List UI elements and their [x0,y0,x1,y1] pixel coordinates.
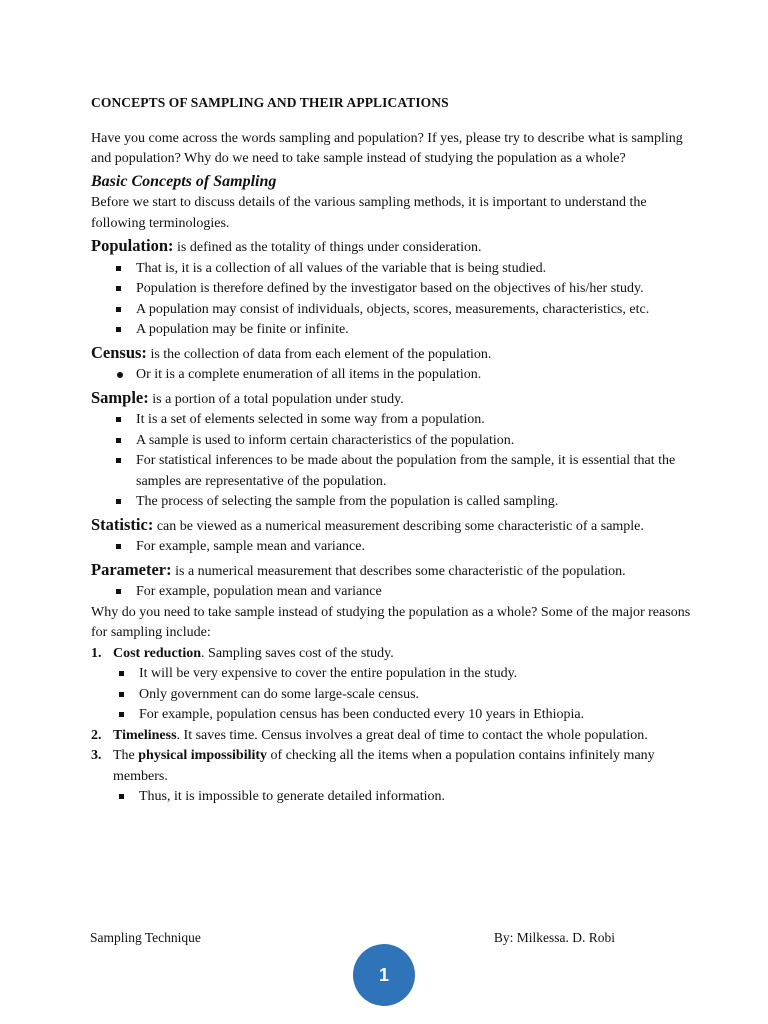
statistic-definition-text: can be viewed as a numerical measurement describing some characteristic of a sample. [153,518,644,534]
page-number-badge: 1 [353,944,415,1006]
population-bullets [116,259,691,341]
intro-paragraph: Have you come across the words sampling and population? If yes, please try to describe what is sampling and population? Why do we need to take sample instead of studying the population as a whole? [91,130,683,166]
reason-number: 2. [91,727,102,743]
statistic-term: Statistic: [91,514,154,534]
list-item: Population is therefore defined by the investigator based on the objectives of his/her study. [116,279,691,300]
sample-definition-text: is a portion of a total population under study. [148,391,404,407]
list-item: For statistical inferences to be made about the population from the sample, it is essential that the samples are representative of the population. [116,451,691,492]
census-bullets [117,365,691,386]
parameter-term: Parameter: [91,559,172,579]
cost-reduction-bullets [119,664,691,726]
reason-number: 3. [91,748,102,763]
reason-prefix: The [113,748,139,763]
list-item: It will be very expensive to cover the entire population in the study. [119,664,691,685]
list-item: Thus, it is impossible to generate detailed information. [119,787,691,808]
list-item: It is a set of elements selected in some way from a population. [116,410,691,431]
statistic-bullets [116,537,691,558]
list-item: Only government can do some large-scale census. [119,685,691,706]
document-title: CONCEPTS OF SAMPLING AND THEIR APPLICATIONS [91,95,449,110]
reasons-intro: Why do you need to take sample instead of studying the population as a whole? Some of the major reasons for sampling include: [91,604,691,640]
list-item: For example, population census has been conducted every 10 years in Ethiopia. [119,705,691,726]
reason-title: Timeliness [113,727,177,743]
reason-text: . It saves time. Census involves a great deal of time to contact the whole population. [176,727,648,743]
list-item: For example, sample mean and variance. [116,537,691,558]
page-footer [90,928,615,949]
reason-number: 1. [91,645,102,661]
census-term: Census: [91,342,147,362]
footer-left: Sampling Technique [90,930,201,945]
basic-concepts-heading: Basic Concepts of Sampling [91,172,277,190]
reason-cost-reduction [91,644,691,665]
list-item: A population may consist of individuals, objects, scores, measurements, characteristics, etc. [116,300,691,321]
sample-bullets [116,410,691,513]
parameter-bullets [116,582,691,603]
reason-title: Cost reduction [113,645,202,661]
sample-term: Sample: [91,387,149,407]
population-term: Population: [91,236,174,255]
reason-physical-impossibility [91,746,691,787]
population-definition [91,236,691,259]
document-page [91,93,691,808]
list-item: That is, it is a collection of all values of the variable that is being studied. [116,259,691,280]
list-item: A population may be finite or infinite. [116,320,691,341]
statistic-definition [91,515,691,538]
reason-text: . Sampling saves cost of the study. [201,645,394,661]
reason-title: physical impossibility [138,748,268,763]
census-definition-text: is the collection of data from each element of the population. [146,346,492,362]
list-item: Or it is a complete enumeration of all items in the population. [117,365,691,386]
list-item: A sample is used to inform certain characteristics of the population. [116,431,691,452]
reason-timeliness [91,726,691,747]
list-item: For example, population mean and variance [116,582,691,603]
sample-definition [91,388,691,411]
census-definition [91,343,691,366]
list-item: The process of selecting the sample from the population is called sampling. [116,492,691,513]
parameter-definition-text: is a numerical measurement that describes some characteristic of the population. [171,563,626,579]
reason-text: of checking all the items when a population contains infinitely many members. [113,748,655,784]
physical-impossibility-bullets [119,787,691,808]
basic-concepts-intro: Before we start to discuss details of the various sampling methods, it is important to understand the following terminologies. [91,195,647,231]
footer-right: By: Milkessa. D. Robi [493,930,615,945]
population-definition-text: is defined as the totality of things under consideration. [173,240,482,255]
parameter-definition [91,560,691,583]
